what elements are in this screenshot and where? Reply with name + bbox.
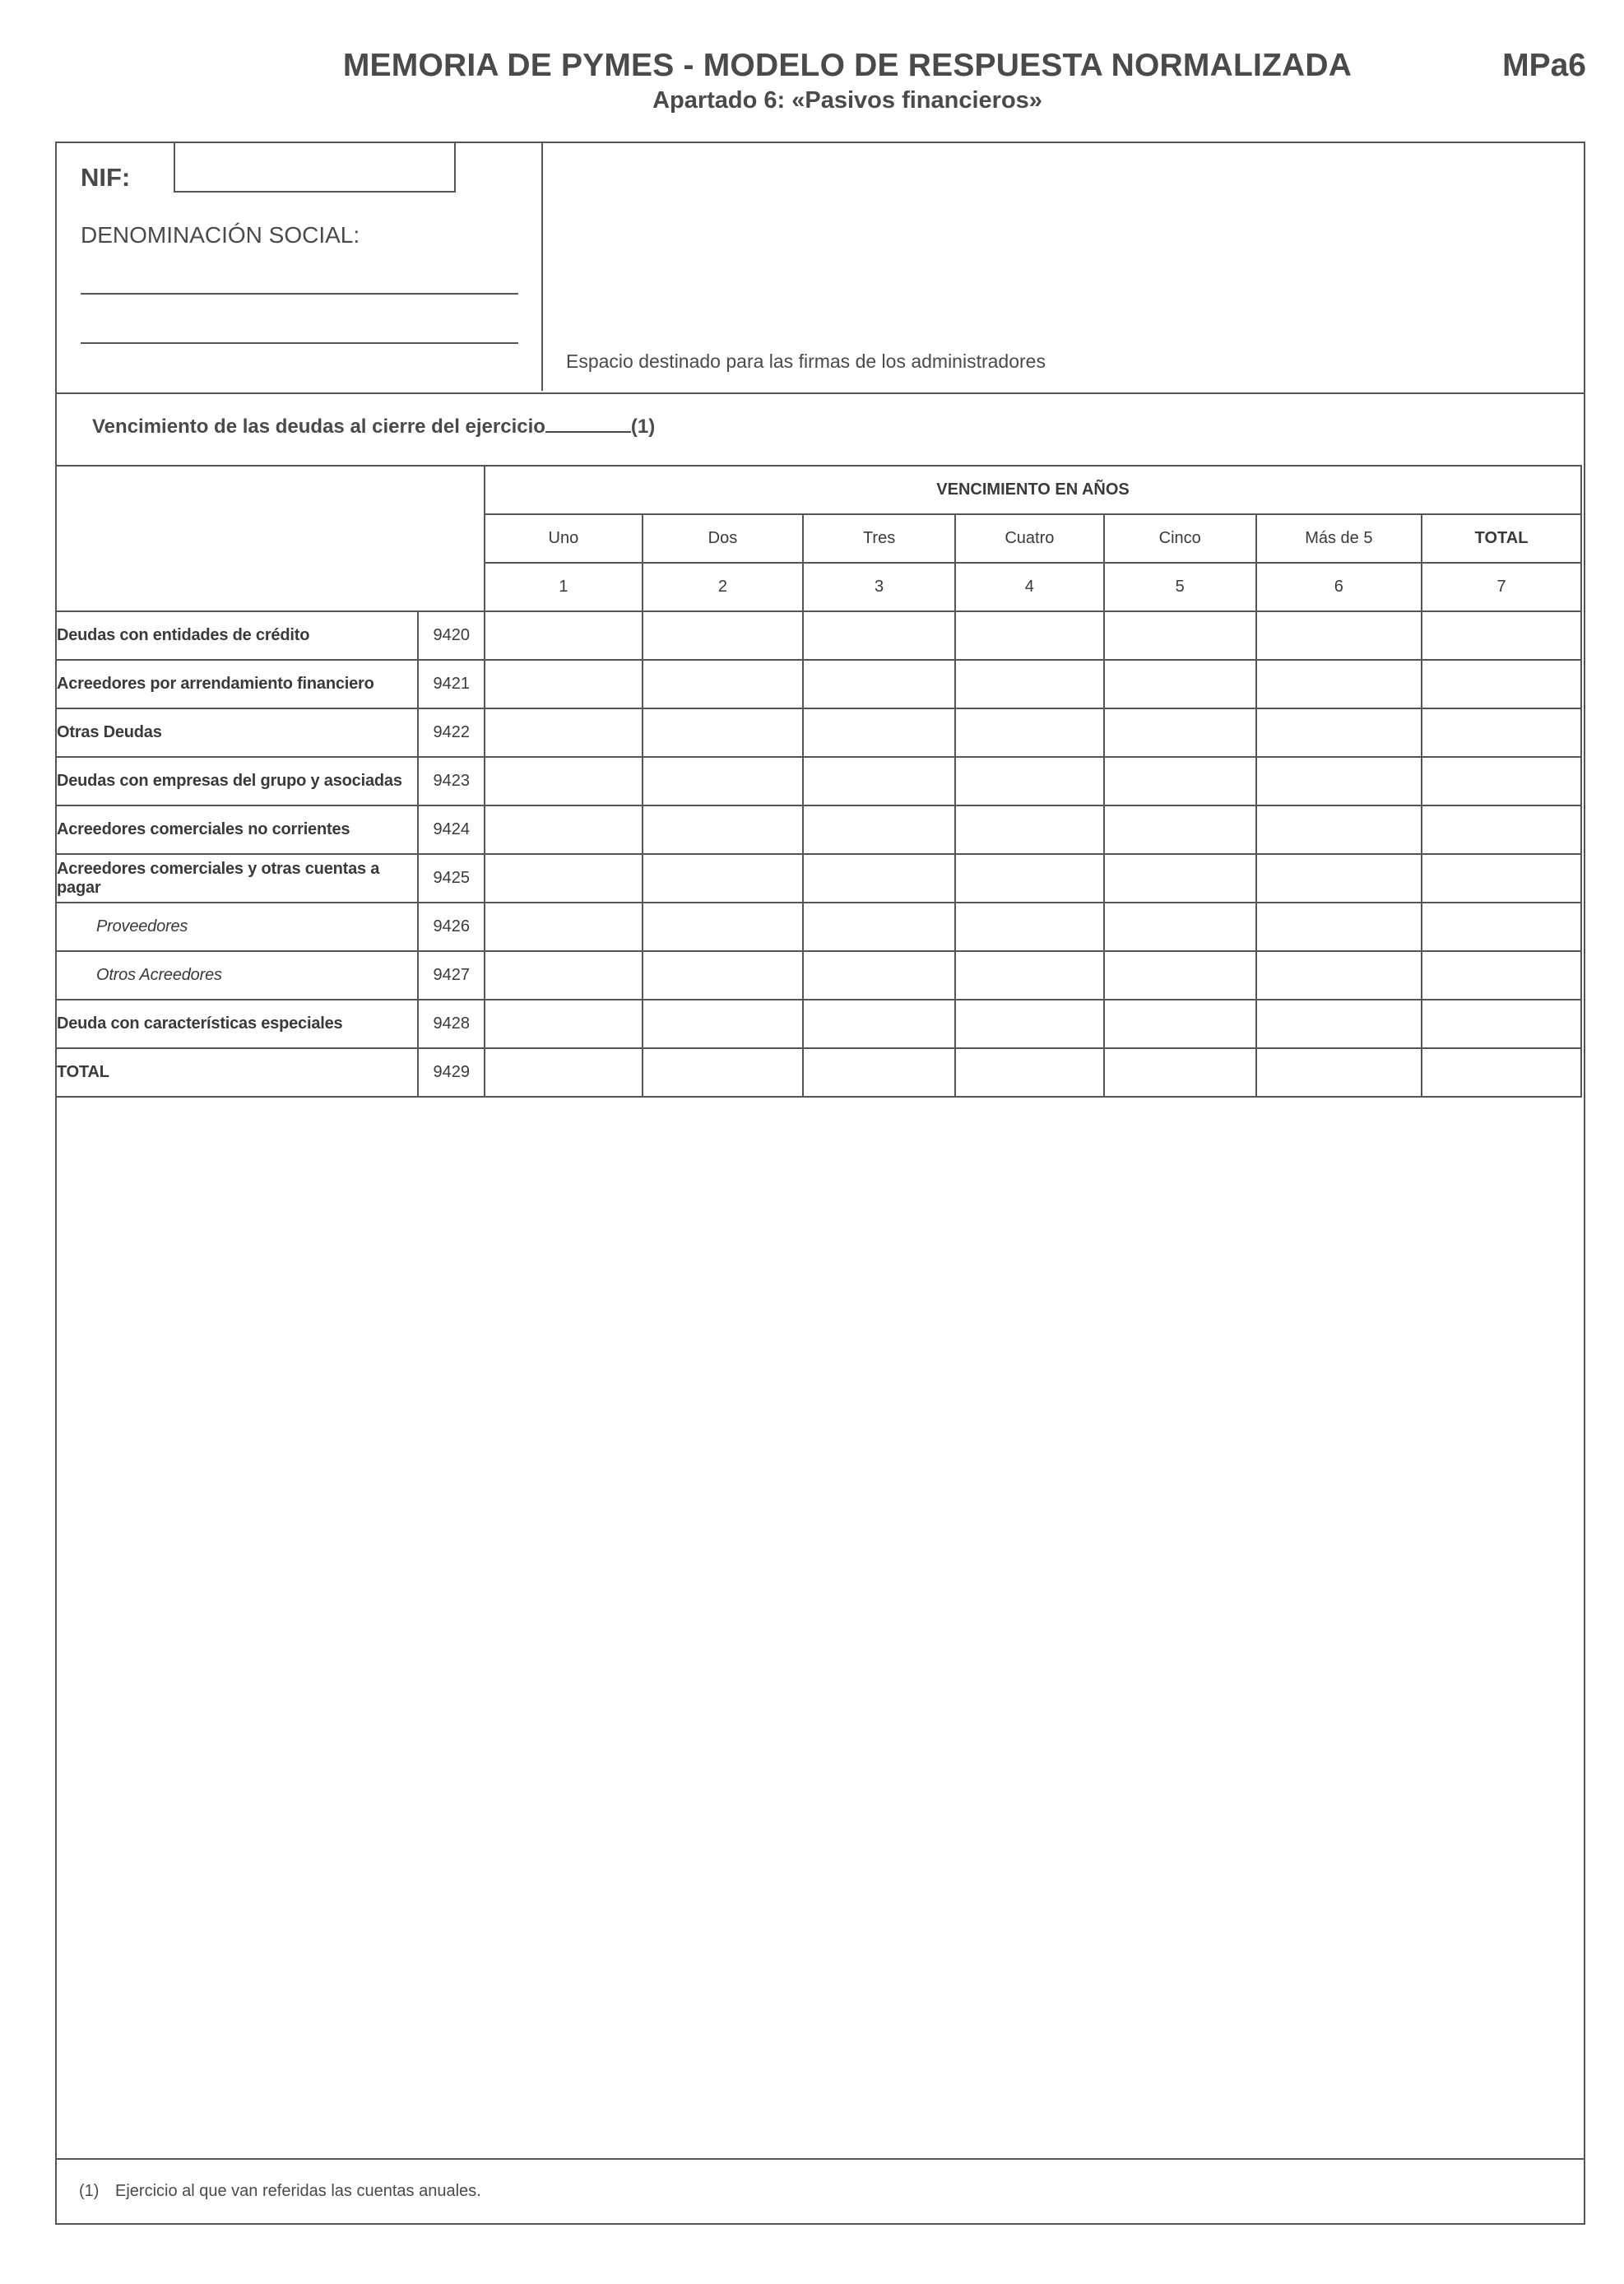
col-name-cuatro: Cuatro <box>955 514 1104 563</box>
value-cell-9421-4[interactable] <box>955 660 1104 708</box>
value-cell-9425-2[interactable] <box>643 854 804 903</box>
value-cell-9422-5[interactable] <box>1104 708 1256 757</box>
col-num-5: 5 <box>1104 563 1256 611</box>
value-cell-9420-4[interactable] <box>955 611 1104 660</box>
value-cell-9423-4[interactable] <box>955 757 1104 805</box>
value-cell-9425-6[interactable] <box>1256 854 1422 903</box>
value-cell-9426-6[interactable] <box>1256 903 1422 951</box>
value-cell-9424-7[interactable] <box>1422 805 1581 854</box>
value-cell-9420-3[interactable] <box>803 611 955 660</box>
row-label: Deudas con entidades de crédito <box>56 611 418 660</box>
table-corner <box>56 466 485 611</box>
row-label: Acreedores comerciales y otras cuentas a pagar <box>56 854 418 903</box>
value-cell-9420-7[interactable] <box>1422 611 1581 660</box>
value-cell-9428-7[interactable] <box>1422 1000 1581 1048</box>
col-num-3: 3 <box>803 563 955 611</box>
group-header: VENCIMIENTO EN AÑOS <box>485 466 1581 514</box>
value-cell-9424-5[interactable] <box>1104 805 1256 854</box>
maturity-table <box>55 465 1582 1098</box>
value-cell-9426-2[interactable] <box>643 903 804 951</box>
value-cell-9423-7[interactable] <box>1422 757 1581 805</box>
col-name-uno: Uno <box>485 514 643 563</box>
value-cell-9424-6[interactable] <box>1256 805 1422 854</box>
value-cell-9428-4[interactable] <box>955 1000 1104 1048</box>
denominacion-label: DENOMINACIÓN SOCIAL: <box>81 222 360 248</box>
row-label: Otras Deudas <box>56 708 418 757</box>
row-code: 9421 <box>418 660 485 708</box>
value-cell-9426-1[interactable] <box>485 903 643 951</box>
company-identification <box>57 143 543 391</box>
row-code: 9423 <box>418 757 485 805</box>
value-cell-9420-1[interactable] <box>485 611 643 660</box>
value-cell-9422-1[interactable] <box>485 708 643 757</box>
value-cell-9422-7[interactable] <box>1422 708 1581 757</box>
value-cell-9421-5[interactable] <box>1104 660 1256 708</box>
value-cell-9423-3[interactable] <box>803 757 955 805</box>
footnote-divider <box>57 2158 1584 2160</box>
value-cell-9425-1[interactable] <box>485 854 643 903</box>
value-cell-9425-7[interactable] <box>1422 854 1581 903</box>
row-label: Acreedores por arrendamiento financiero <box>56 660 418 708</box>
value-cell-9429-5[interactable] <box>1104 1048 1256 1097</box>
row-code: 9427 <box>418 951 485 1000</box>
form-code: MPa6 <box>1502 48 1586 83</box>
value-cell-9421-6[interactable] <box>1256 660 1422 708</box>
table-row <box>56 708 1581 757</box>
row-code: 9426 <box>418 903 485 951</box>
value-cell-9424-3[interactable] <box>803 805 955 854</box>
table-row <box>56 903 1581 951</box>
caption-text: Vencimiento de las deudas al cierre del ejercicio <box>92 415 545 438</box>
value-cell-9423-6[interactable] <box>1256 757 1422 805</box>
table-row <box>56 854 1581 903</box>
footnote-number: (1) <box>79 2182 100 2200</box>
value-cell-9429-3[interactable] <box>803 1048 955 1097</box>
value-cell-9427-2[interactable] <box>643 951 804 1000</box>
value-cell-9423-2[interactable] <box>643 757 804 805</box>
value-cell-9421-1[interactable] <box>485 660 643 708</box>
value-cell-9420-2[interactable] <box>643 611 804 660</box>
col-num-7: 7 <box>1422 563 1581 611</box>
header-row-group <box>56 466 1581 514</box>
value-cell-9429-4[interactable] <box>955 1048 1104 1097</box>
value-cell-9428-6[interactable] <box>1256 1000 1422 1048</box>
value-cell-9421-3[interactable] <box>803 660 955 708</box>
table-row <box>56 660 1581 708</box>
value-cell-9429-1[interactable] <box>485 1048 643 1097</box>
value-cell-9428-3[interactable] <box>803 1000 955 1048</box>
value-cell-9422-4[interactable] <box>955 708 1104 757</box>
denominacion-line-2[interactable] <box>81 342 518 344</box>
value-cell-9422-2[interactable] <box>643 708 804 757</box>
table-row <box>56 611 1581 660</box>
ejercicio-blank[interactable] <box>545 415 631 433</box>
value-cell-9426-3[interactable] <box>803 903 955 951</box>
row-code: 9425 <box>418 854 485 903</box>
col-name-total: TOTAL <box>1422 514 1581 563</box>
value-cell-9427-4[interactable] <box>955 951 1104 1000</box>
value-cell-9429-6[interactable] <box>1256 1048 1422 1097</box>
value-cell-9424-4[interactable] <box>955 805 1104 854</box>
value-cell-9421-7[interactable] <box>1422 660 1581 708</box>
value-cell-9425-3[interactable] <box>803 854 955 903</box>
denominacion-line-1[interactable] <box>81 293 518 295</box>
value-cell-9423-1[interactable] <box>485 757 643 805</box>
value-cell-9422-3[interactable] <box>803 708 955 757</box>
col-num-6: 6 <box>1256 563 1422 611</box>
nif-label: NIF: <box>81 163 131 192</box>
value-cell-9427-7[interactable] <box>1422 951 1581 1000</box>
caption-footnote-ref: (1) <box>630 415 656 438</box>
table-row <box>56 757 1581 805</box>
table-row <box>56 951 1581 1000</box>
value-cell-9425-4[interactable] <box>955 854 1104 903</box>
identification-section <box>57 143 1584 394</box>
value-cell-9426-7[interactable] <box>1422 903 1581 951</box>
table-caption <box>92 415 655 439</box>
col-name-dos: Dos <box>643 514 804 563</box>
table-row <box>56 805 1581 854</box>
col-name-cinco: Cinco <box>1104 514 1256 563</box>
row-code: 9428 <box>418 1000 485 1048</box>
value-cell-9426-4[interactable] <box>955 903 1104 951</box>
table-row <box>56 1000 1581 1048</box>
form-title: MEMORIA DE PYMES - MODELO DE RESPUESTA NORMALIZADA <box>342 48 1353 83</box>
value-cell-9423-5[interactable] <box>1104 757 1256 805</box>
footnote-text: Ejercicio al que van referidas las cuentas anuales. <box>115 2182 481 2200</box>
row-code: 9429 <box>418 1048 485 1097</box>
row-code: 9422 <box>418 708 485 757</box>
row-label: Deudas con empresas del grupo y asociadas <box>56 757 418 805</box>
value-cell-9422-6[interactable] <box>1256 708 1422 757</box>
col-num-2: 2 <box>643 563 804 611</box>
value-cell-9427-6[interactable] <box>1256 951 1422 1000</box>
value-cell-9429-2[interactable] <box>643 1048 804 1097</box>
value-cell-9427-5[interactable] <box>1104 951 1256 1000</box>
value-cell-9428-5[interactable] <box>1104 1000 1256 1048</box>
col-name-tres: Tres <box>803 514 955 563</box>
row-label: Otros Acreedores <box>56 951 418 1000</box>
value-cell-9420-6[interactable] <box>1256 611 1422 660</box>
col-num-1: 1 <box>485 563 643 611</box>
col-name-mas-de-5: Más de 5 <box>1256 514 1422 563</box>
value-cell-9420-5[interactable] <box>1104 611 1256 660</box>
form-frame <box>55 142 1585 2225</box>
row-label: Acreedores comerciales no corrientes <box>56 805 418 854</box>
value-cell-9424-1[interactable] <box>485 805 643 854</box>
row-label: TOTAL <box>56 1048 418 1097</box>
col-num-4: 4 <box>955 563 1104 611</box>
table-row <box>56 1048 1581 1097</box>
value-cell-9428-1[interactable] <box>485 1000 643 1048</box>
row-code: 9424 <box>418 805 485 854</box>
row-code: 9420 <box>418 611 485 660</box>
value-cell-9421-2[interactable] <box>643 660 804 708</box>
nif-input[interactable] <box>174 142 456 193</box>
row-label: Proveedores <box>56 903 418 951</box>
value-cell-9428-2[interactable] <box>643 1000 804 1048</box>
value-cell-9426-5[interactable] <box>1104 903 1256 951</box>
value-cell-9427-1[interactable] <box>485 951 643 1000</box>
form-subtitle: Apartado 6: «Pasivos financieros» <box>652 87 1042 114</box>
value-cell-9427-3[interactable] <box>803 951 955 1000</box>
signature-area-note: Espacio destinado para las firmas de los administradores <box>566 350 1046 372</box>
value-cell-9429-7[interactable] <box>1422 1048 1581 1097</box>
value-cell-9424-2[interactable] <box>643 805 804 854</box>
footnote <box>79 2182 481 2201</box>
row-label: Deuda con características especiales <box>56 1000 418 1048</box>
value-cell-9425-5[interactable] <box>1104 854 1256 903</box>
